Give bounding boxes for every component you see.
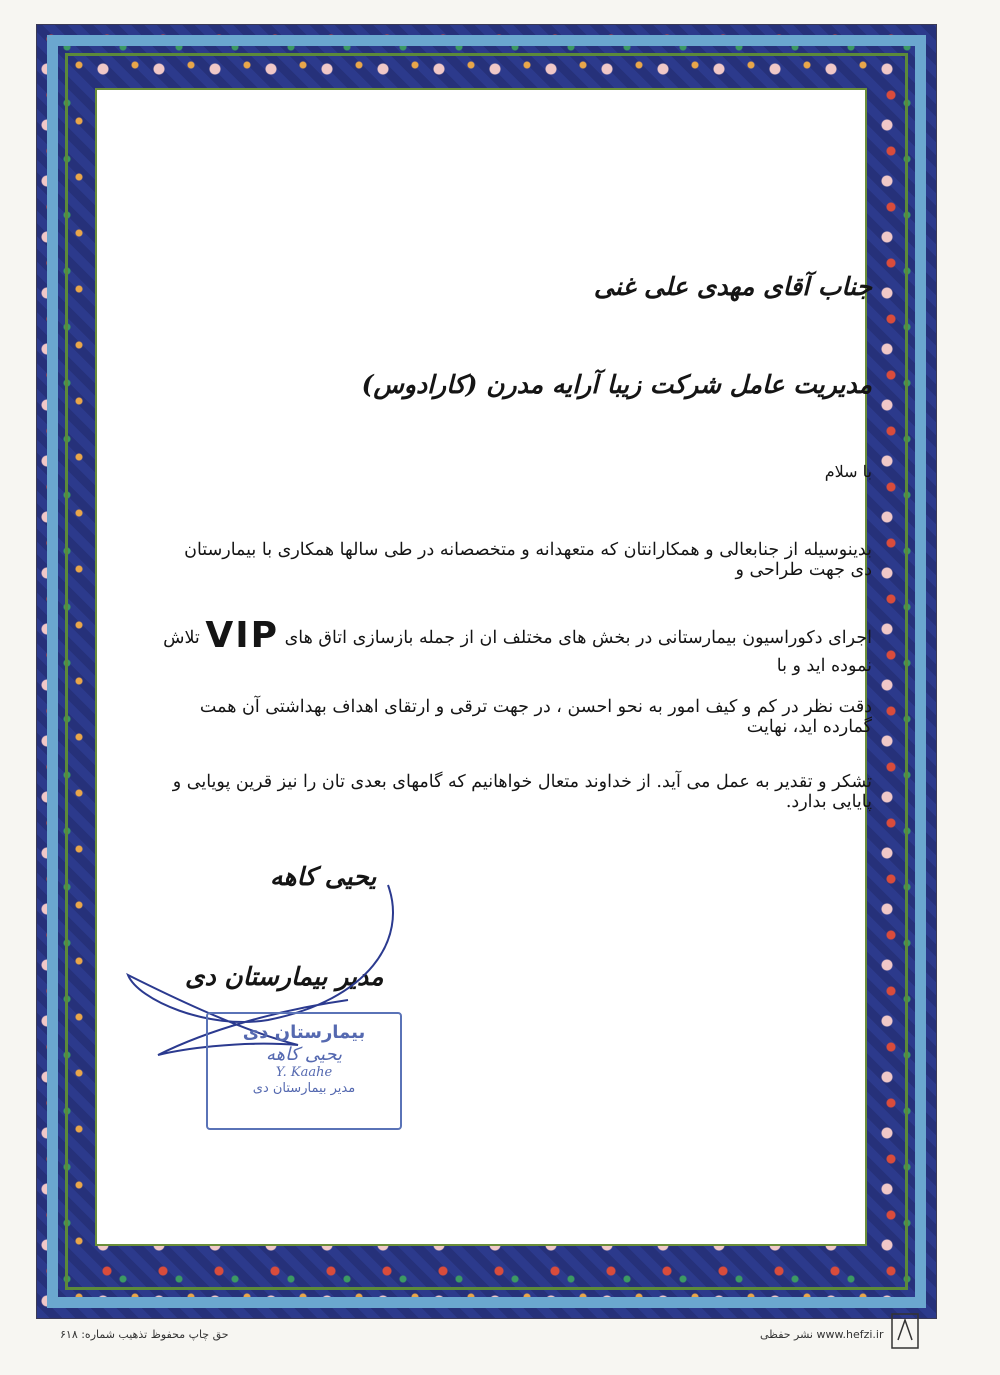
signer-title: مدیر بیمارستان دی: [185, 962, 384, 991]
official-stamp: [206, 1012, 402, 1130]
body-line-1: بدینوسیله از جنابعالی و همکارانتان که متعهدانه و متخصصانه در طی سالها همکاری با بیمارستان دی جهت طراحی و: [184, 540, 872, 580]
stamp-signer-name: یحیی کاهه: [266, 1043, 342, 1065]
footer-copyright: حق چاپ محفوظ تذهیب شماره: ۶۱۸: [60, 1328, 229, 1341]
footer-publisher: www.hefzi.ir نشر حفظی: [760, 1328, 884, 1341]
signer-name: یحیی کاهه: [270, 862, 377, 891]
body-line-2-start: اجرای دکوراسیون بیمارستانی در بخش های مختلف ان از جمله بازسازی اتاق های: [284, 628, 872, 648]
stamp-signer-latin: Y. Kaahe: [275, 1065, 333, 1081]
recipient-title: مدیریت عامل شرکت زیبا آرایه مدرن (کارادوس): [361, 370, 872, 399]
stamp-title: مدیر بیمارستان دی: [252, 1080, 356, 1096]
stamp-hospital-name: بیمارستان دی: [242, 1022, 366, 1043]
vip-text: VIP: [205, 615, 279, 656]
body-line-3: دقت نظر در کم و کیف امور به نحو احسن ، در جهت ترقی و ارتقای اهداف بهداشتی آن همت گمارده اید، نهایت: [199, 697, 872, 737]
body-line-2: [162, 615, 872, 676]
publisher-logo-icon: [888, 1310, 922, 1352]
greeting: با سلام: [824, 462, 872, 481]
recipient-name: جناب آقای مهدی علی غنی: [593, 272, 872, 301]
body-line-2-end: تلاش نموده اید و با: [163, 628, 872, 676]
body-line-4: تشکر و تقدیر به عمل می آید. از خداوند متعال خواهانیم که گامهای بعدی تان را نیز قرین پویایی و پایایی بدارد.: [172, 772, 872, 812]
